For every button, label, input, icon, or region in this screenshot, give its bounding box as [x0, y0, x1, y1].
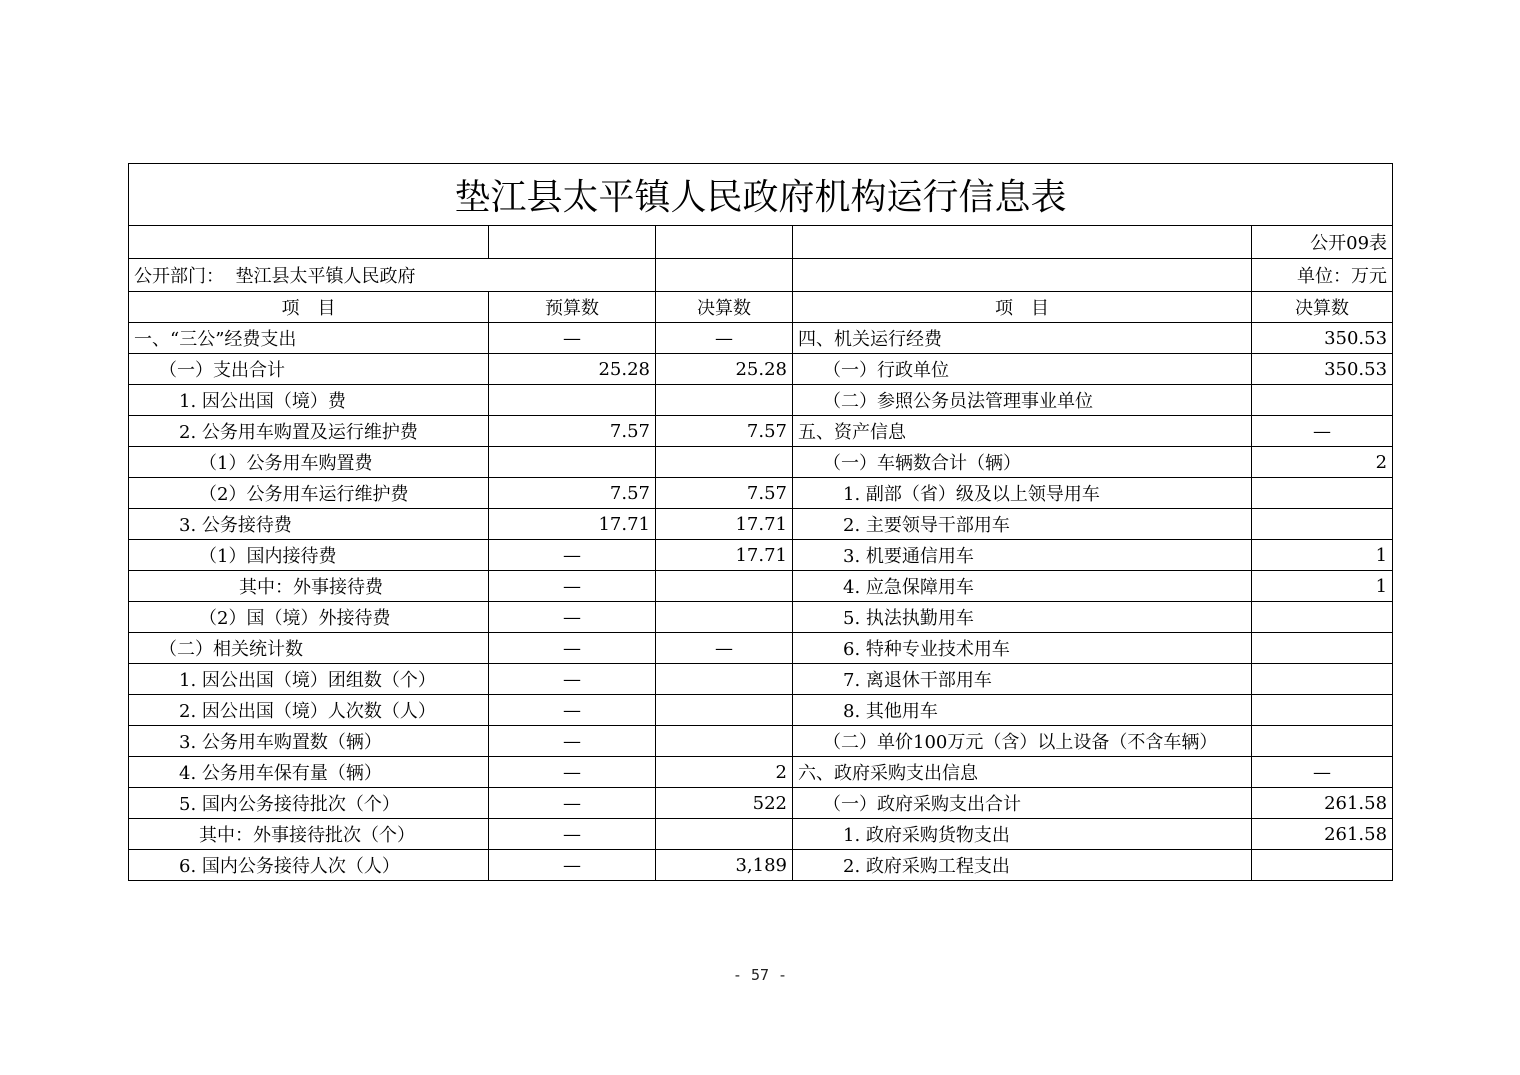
right-value: [1252, 633, 1393, 664]
budget-value: —: [489, 664, 656, 695]
right-value: 1: [1252, 540, 1393, 571]
table-row: [129, 602, 1393, 633]
right-value: [1252, 726, 1393, 757]
left-item: 2. 因公出国（境）人次数（人）: [129, 695, 489, 726]
right-value: [1252, 664, 1393, 695]
final-value: 522: [656, 788, 793, 819]
final-value: [656, 819, 793, 850]
table-row: [129, 509, 1393, 540]
table-row: [129, 447, 1393, 478]
meta-row-1: [129, 226, 1393, 259]
right-item: （一）行政单位: [793, 354, 1252, 385]
right-item: 六、政府采购支出信息: [793, 757, 1252, 788]
budget-value: —: [489, 540, 656, 571]
left-item: 其中：外事接待批次（个）: [129, 819, 489, 850]
budget-value: —: [489, 571, 656, 602]
right-value: —: [1252, 757, 1393, 788]
form-number: 公开09表: [1252, 226, 1393, 259]
table-row: [129, 757, 1393, 788]
left-item: 2. 公务用车购置及运行维护费: [129, 416, 489, 447]
table-row: [129, 695, 1393, 726]
budget-value: —: [489, 695, 656, 726]
final-value: 7.57: [656, 416, 793, 447]
header-row: [129, 292, 1393, 323]
left-item: 3. 公务用车购置数（辆）: [129, 726, 489, 757]
table-row: [129, 633, 1393, 664]
right-item: （一）车辆数合计（辆）: [793, 447, 1252, 478]
budget-value: [489, 385, 656, 416]
right-value: [1252, 850, 1393, 881]
budget-value: —: [489, 788, 656, 819]
left-item: （2）国（境）外接待费: [129, 602, 489, 633]
left-item: （1）国内接待费: [129, 540, 489, 571]
table-row: [129, 664, 1393, 695]
budget-value: —: [489, 726, 656, 757]
right-item: 五、资产信息: [793, 416, 1252, 447]
final-value: 17.71: [656, 540, 793, 571]
unit-label: 单位：万元: [1252, 259, 1393, 292]
final-value: 25.28: [656, 354, 793, 385]
final-value: [656, 664, 793, 695]
final-value: —: [656, 323, 793, 354]
budget-value: —: [489, 819, 656, 850]
left-item: 一、“三公”经费支出: [129, 323, 489, 354]
left-item: 1. 因公出国（境）团组数（个）: [129, 664, 489, 695]
right-item: 6. 特种专业技术用车: [793, 633, 1252, 664]
final-value: [656, 602, 793, 633]
table-row: [129, 571, 1393, 602]
left-item: 5. 国内公务接待批次（个）: [129, 788, 489, 819]
left-item: （1）公务用车购置费: [129, 447, 489, 478]
right-value: 2: [1252, 447, 1393, 478]
right-item: （二）单价100万元（含）以上设备（不含车辆）: [793, 726, 1252, 757]
final-value: [656, 726, 793, 757]
final-value: [656, 385, 793, 416]
right-value: [1252, 385, 1393, 416]
header-final-left: 决算数: [656, 292, 793, 323]
right-item: 8. 其他用车: [793, 695, 1252, 726]
final-value: [656, 695, 793, 726]
table-row: [129, 788, 1393, 819]
right-value: —: [1252, 416, 1393, 447]
final-value: 7.57: [656, 478, 793, 509]
final-value: 17.71: [656, 509, 793, 540]
left-item: （二）相关统计数: [129, 633, 489, 664]
budget-value: —: [489, 323, 656, 354]
right-item: 5. 执法执勤用车: [793, 602, 1252, 633]
right-value: 350.53: [1252, 323, 1393, 354]
right-item: （一）政府采购支出合计: [793, 788, 1252, 819]
table-row: [129, 416, 1393, 447]
budget-value: —: [489, 850, 656, 881]
header-item-right: 项 目: [793, 292, 1252, 323]
right-item: 7. 离退休干部用车: [793, 664, 1252, 695]
final-value: —: [656, 633, 793, 664]
budget-value: 17.71: [489, 509, 656, 540]
budget-value: 7.57: [489, 478, 656, 509]
right-item: 3. 机要通信用车: [793, 540, 1252, 571]
final-value: 3,189: [656, 850, 793, 881]
left-item: （2）公务用车运行维护费: [129, 478, 489, 509]
right-value: 261.58: [1252, 819, 1393, 850]
right-value: 261.58: [1252, 788, 1393, 819]
table-row: [129, 726, 1393, 757]
header-item-left: 项 目: [129, 292, 489, 323]
budget-value: 25.28: [489, 354, 656, 385]
left-item: 4. 公务用车保有量（辆）: [129, 757, 489, 788]
header-final-right: 决算数: [1252, 292, 1393, 323]
right-value: [1252, 509, 1393, 540]
header-budget: 预算数: [489, 292, 656, 323]
final-value: [656, 447, 793, 478]
table-title: 垫江县太平镇人民政府机构运行信息表: [129, 164, 1393, 226]
department-name: 垫江县太平镇人民政府: [235, 266, 416, 287]
budget-value: 7.57: [489, 416, 656, 447]
left-item: 3. 公务接待费: [129, 509, 489, 540]
left-item: 其中：外事接待费: [129, 571, 489, 602]
table-row: [129, 478, 1393, 509]
department: [129, 259, 656, 292]
page-number: - 57 -: [732, 966, 788, 984]
right-value: [1252, 478, 1393, 509]
info-table: [128, 163, 1393, 881]
right-item: 1. 副部（省）级及以上领导用车: [793, 478, 1252, 509]
budget-value: —: [489, 602, 656, 633]
right-item: 2. 政府采购工程支出: [793, 850, 1252, 881]
budget-value: —: [489, 633, 656, 664]
final-value: [656, 571, 793, 602]
right-value: [1252, 695, 1393, 726]
left-item: （一）支出合计: [129, 354, 489, 385]
table-row: [129, 385, 1393, 416]
right-item: 4. 应急保障用车: [793, 571, 1252, 602]
department-label: 公开部门：: [134, 266, 224, 287]
right-item: 1. 政府采购货物支出: [793, 819, 1252, 850]
final-value: 2: [656, 757, 793, 788]
table-row: [129, 819, 1393, 850]
right-value: [1252, 602, 1393, 633]
budget-value: [489, 447, 656, 478]
right-value: 1: [1252, 571, 1393, 602]
budget-value: —: [489, 757, 656, 788]
table-row: [129, 354, 1393, 385]
table-row: [129, 540, 1393, 571]
right-value: 350.53: [1252, 354, 1393, 385]
right-item: 2. 主要领导干部用车: [793, 509, 1252, 540]
left-item: 1. 因公出国（境）费: [129, 385, 489, 416]
title-row: [129, 164, 1393, 226]
table-row: [129, 850, 1393, 881]
meta-row-2: [129, 259, 1393, 292]
right-item: （二）参照公务员法管理事业单位: [793, 385, 1252, 416]
right-item: 四、机关运行经费: [793, 323, 1252, 354]
left-item: 6. 国内公务接待人次（人）: [129, 850, 489, 881]
table-row: [129, 323, 1393, 354]
